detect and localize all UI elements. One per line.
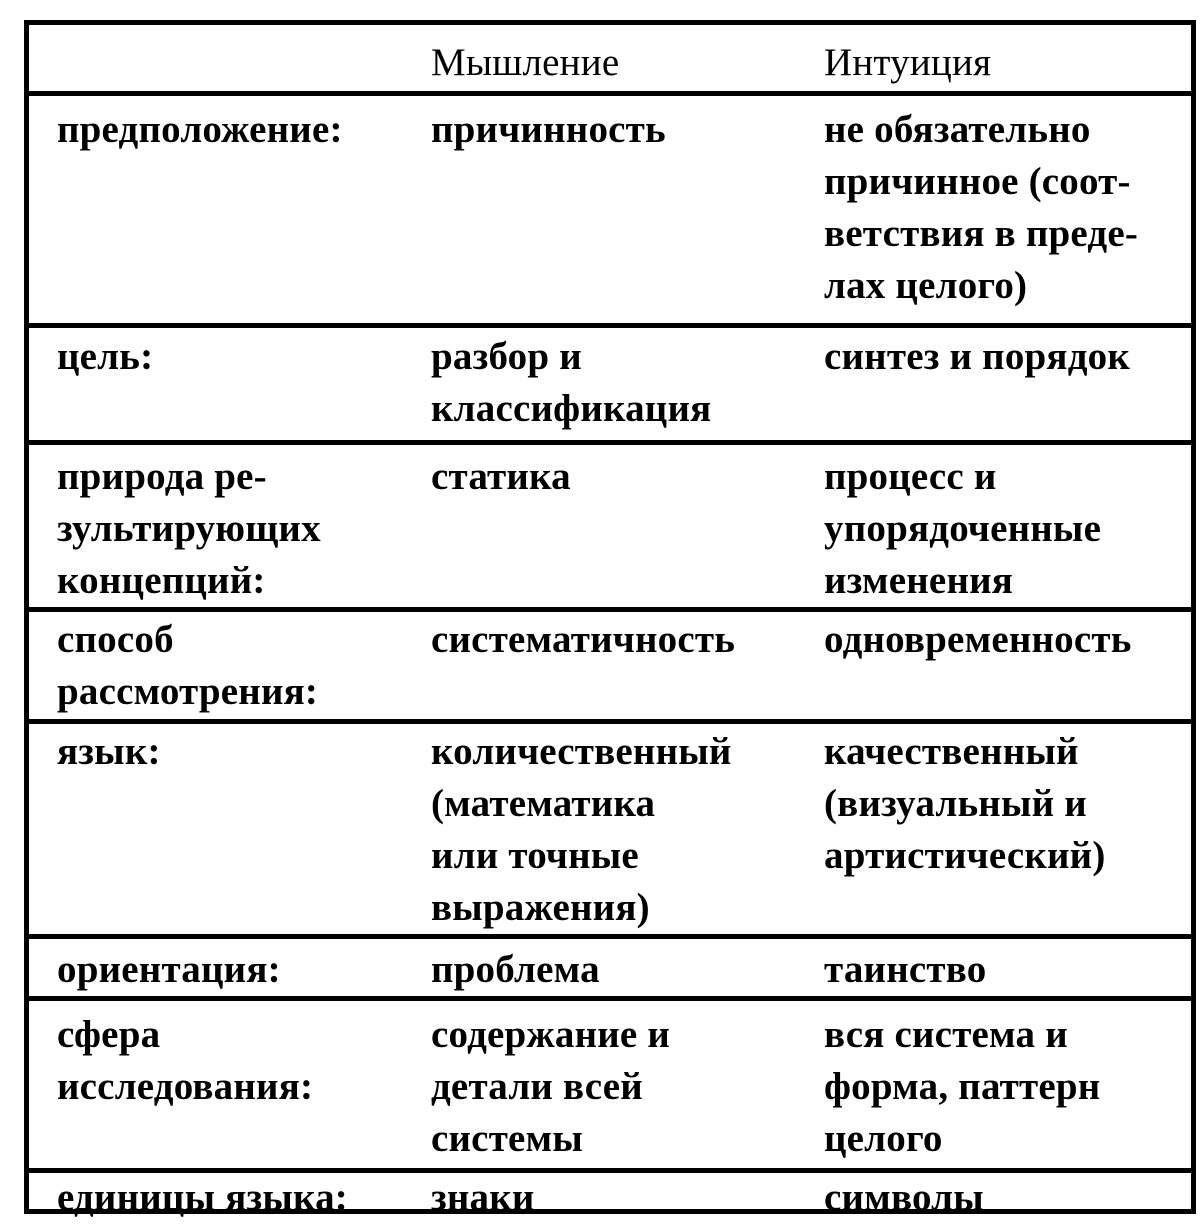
row-label: язык: [57,730,161,773]
thinking-cell: статика [431,455,571,498]
intuition-cell: вся система и форма, паттерн целого [824,1013,1101,1160]
row-label: единицы языка: [57,1176,348,1219]
thinking-cell: знаки [431,1176,535,1219]
table-row [29,939,1191,1001]
header-thinking: Мышление [431,41,620,84]
intuition-cell: качественный (визуальный и артистический) [824,730,1106,877]
intuition-cell: не обязательно причинное (соот- ветствия в преде- лах целого) [824,108,1139,307]
table-row [29,1001,1191,1173]
thinking-cell: разбор и классификация [431,335,712,430]
header-intuition: Интуиция [824,41,992,84]
row-label: способ рассмотрения: [57,618,319,713]
intuition-cell: символы [824,1176,984,1219]
intuition-cell: таинство [824,948,987,991]
table-row [29,1173,1191,1219]
row-label: ориентация: [57,948,281,991]
thinking-cell: содержание и детали всей системы [431,1013,671,1160]
row-label: предположение: [57,108,343,151]
intuition-cell: одновременность [824,618,1132,661]
row-label: сфера исследования: [57,1013,314,1108]
thinking-cell: причинность [431,108,666,151]
comparison-table [24,20,1196,1219]
thinking-cell: систематичность [431,618,736,661]
thinking-cell: проблема [431,948,600,991]
table-row [29,96,1191,328]
thinking-cell: количественный (математика или точные выражения) [431,730,732,929]
table-row [29,445,1191,612]
intuition-cell: процесс и упорядоченные изменения [824,455,1102,602]
table-header-row [29,25,1191,96]
row-label: цель: [57,335,154,378]
intuition-cell: синтез и порядок [824,335,1131,378]
table-row [29,612,1191,724]
table-row [29,724,1191,939]
table-row [29,328,1191,445]
row-label: природа ре- зультирующих концепций: [57,455,321,602]
